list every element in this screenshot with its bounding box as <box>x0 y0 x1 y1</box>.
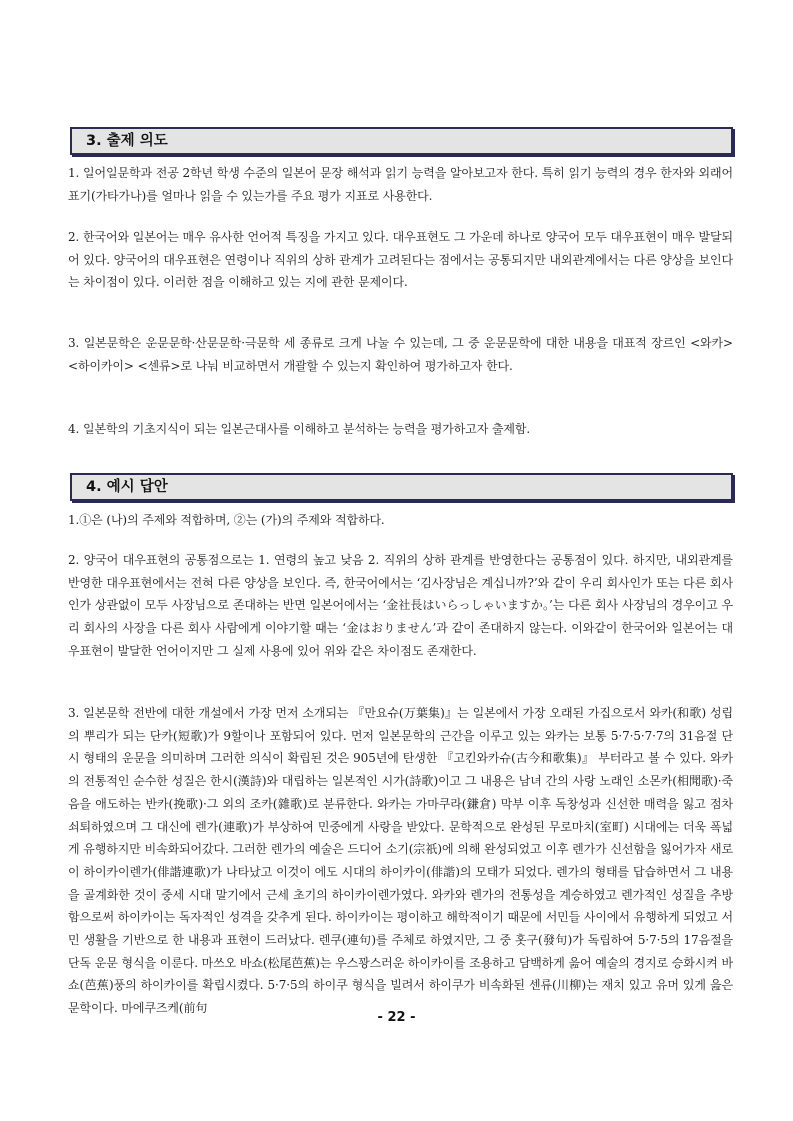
section-3-paragraph-2: 2. 한국어와 일본어는 매우 유사한 언어적 특징을 가지고 있다. 대우표현도 그 가운데 하나로 양국어 모두 대우표현이 매우 발달되어 있다. 양국어의 대우표현은 연령이나 직위의 상하 관계가 고려된다는 점에서는 공통되지만 내외관계에서는 다른 양상을 보인다는 차이점이 있다. 이러한 점을 이해하고 있는 지에 관한 문제이다. <box>68 230 733 290</box>
section-3-header: 3. 출제 의도 <box>70 127 733 155</box>
section-3-paragraph-3: 3. 일본문학은 운문문학·산문문학·극문학 세 종류로 크게 나눌 수 있는데, 그 중 운문문학에 대한 내용을 대표적 장르인 <와카> <하이카이> <센류>로 나눠 비교하면서 개괄할 수 있는지 확인하여 평가하고자 한다. <box>68 336 733 373</box>
section-4-paragraph-1: 1.①은 (나)의 주제와 적합하며, ②는 (가)의 주제와 적합하다. <box>68 513 385 527</box>
section-4-paragraph-2: 2. 양국어 대우표현의 공통점으로는 1. 연령의 높고 낮음 2. 직위의 상하 관계를 반영한다는 공통점이 있다. 하지만, 내외관계를 반영한 대우표현에서는 전혀 다른 양상을 보인다. 즉, 한국어에서는 ‘김사장님은 계십니까?’와 같이 우리 회사인가 또는 다른 회사인가 상관없이 모두 사장님으로 존대하는 반면 일본어에서는 ‘金社長はいらっしゃいますか。’는 다른 회사 사장님의 경우이고 우리 회사의 사장을 다른 회사 사람에게 이야기할 때는 ‘金はおりません’과 같이 존대하지 않는다. 이와같이 한국어와 일본어는 대우표현이 발달한 언어이지만 그 실제 사용에 있어 위와 같은 차이점도 존재한다. <box>68 553 733 658</box>
section-3-paragraph-4: 4. 일본학의 기초지식이 되는 일본근대사를 이해하고 분석하는 능력을 평가하고자 출제함. <box>68 422 531 436</box>
section-4-paragraph-3: 3. 일본문학 전반에 대한 개설에서 가장 먼저 소개되는 『만요슈(万葉集)』는 일본에서 가장 오래된 가집으로서 와카(和歌) 성립의 뿌리가 되는 단카(短歌)가 9할이나 포함되어 있다. 먼저 일본문학의 근간을 이루고 있는 와카는 보통 5·7·5·7·7의 31음절 단시 형태의 운문을 의미하며 그러한 의식이 확립된 것은 905년에 탄생한 『고킨와카슈(古今和歌集)』 부터라고 볼 수 있다. 와카의 전통적인 순수한 성질은 한시(漢詩)와 대립하는 일본적인 시가(詩歌)이고 그 내용은 남녀 간의 사랑 노래인 소몬카(相聞歌)·죽음을 애도하는 반카(挽歌)·그 외의 조카(雜歌)로 분류한다. 와카는 가마쿠라(鎌倉) 막부 이후 독창성과 신선한 매력을 잃고 점차 쇠퇴하였으며 그 대신에 렌가(連歌)가 부상하여 민중에게 사랑을 받았다. 문학적으로 완성된 무로마치(室町) 시대에는 더욱 폭넓게 유행하지만 비속화되어갔다. 그러한 렌가의 예술은 드디어 소기(宗祇)에 의해 완성되었고 이후 렌가가 신선함을 잃어가자 새로이 하이카이렌가(俳諧連歌)가 나타났고 이것이 에도 시대의 하이카이(俳諧)의 모태가 되었다. 렌가의 형태를 답습하면서 그 내용을 골계화한 것이 중세 시대 말기에서 근세 초기의 하이카이렌가였다. 와카와 렌가의 전통성을 계승하였고 렌가적인 성질을 추방함으로써 하이카이는 독자적인 성격을 갖추게 된다. 하이카이는 평이하고 해학적이기 때문에 서민들 사이에서 유행하게 되었고 서민 생활을 기반으로 한 내용과 표현이 드러났다. 렌쿠(連句)를 주체로 하였지만, 그 중 홋구(發句)가 독립하여 5·7·5의 17음절을 단독 운문 형식을 이룬다. 마쓰오 바쇼(松尾芭蕉)는 우스꽝스러운 하이카이를 조용하고 담백하게 읊어 예술의 경지로 승화시켜 바쇼(芭蕉)풍의 하이카이를 확립시켰다. 5·7·5의 하이쿠 형식을 빌려서 하이쿠가 비속화된 센류(川柳)는 재치 있고 유머 있게 읊은 문학이다. 마에쿠즈케(前句 <box>68 706 733 1016</box>
page-number: - 22 - <box>377 1010 416 1025</box>
section-3-paragraph-1: 1. 일어일문학과 전공 2학년 학생 수준의 일본어 문장 해석과 읽기 능력을 알아보고자 한다. 특히 읽기 능력의 경우 한자와 외래어 표기(가타가나)를 얼마나 읽을 수 있는가를 주요 평가 지표로 사용한다. <box>68 166 733 203</box>
section-4-header: 4. 예시 답안 <box>70 473 733 501</box>
